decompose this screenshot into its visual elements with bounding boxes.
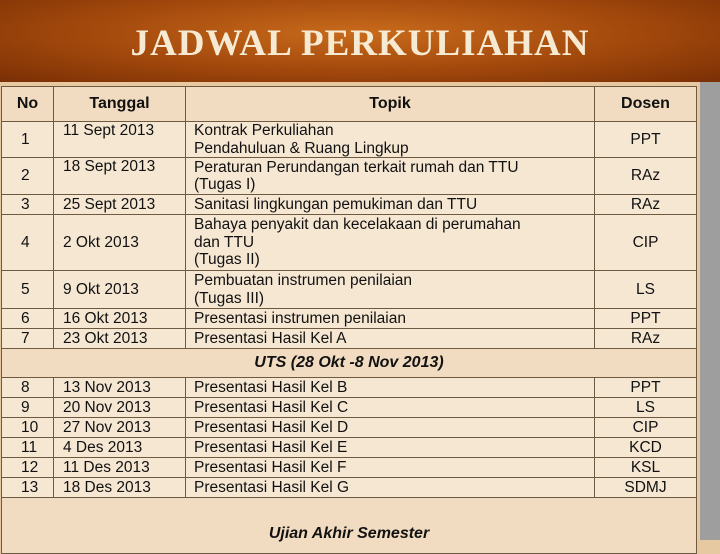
- row-topik: Presentasi Hasil Kel E: [186, 438, 595, 458]
- row-no: 9: [2, 398, 54, 418]
- row-no: 7: [2, 329, 54, 349]
- uts-label: UTS (28 Okt -8 Nov 2013): [2, 349, 697, 378]
- row-tanggal: 25 Sept 2013: [54, 195, 186, 215]
- row-topik: [186, 215, 595, 271]
- topik-line: Presentasi instrumen penilaian: [194, 309, 406, 327]
- topik-line: (Tugas III): [194, 289, 265, 307]
- row-dosen: PPT: [595, 378, 697, 398]
- table-row: [2, 158, 697, 195]
- row-no: 11: [2, 438, 54, 458]
- header-dosen: Dosen: [595, 87, 697, 122]
- row-tanggal: 2 Okt 2013: [54, 215, 186, 271]
- row-topik: [186, 271, 595, 309]
- row-topik: Presentasi Hasil Kel B: [186, 378, 595, 398]
- row-dosen: CIP: [595, 215, 697, 271]
- table-row: [2, 329, 697, 349]
- row-topik: Presentasi Hasil Kel F: [186, 458, 595, 478]
- row-dosen: LS: [595, 271, 697, 309]
- row-dosen: RAz: [595, 195, 697, 215]
- row-topik: [186, 195, 595, 215]
- topik-line: Bahaya penyakit dan kecelakaan di perumahan: [194, 216, 521, 234]
- row-tanggal: 16 Okt 2013: [54, 309, 186, 329]
- row-tanggal: 4 Des 2013: [54, 438, 186, 458]
- row-dosen: PPT: [595, 309, 697, 329]
- row-dosen: KCD: [595, 438, 697, 458]
- table-row: [2, 398, 697, 418]
- table-row: [2, 271, 697, 309]
- topik-line: (Tugas II): [194, 251, 260, 269]
- table-row: [2, 438, 697, 458]
- row-topik: [186, 158, 595, 195]
- table-row: [2, 378, 697, 398]
- row-topik: [186, 122, 595, 158]
- topik-line: Peraturan Perundangan terkait rumah dan TTU: [194, 158, 519, 176]
- row-topik: [186, 329, 595, 349]
- row-topik: Presentasi Hasil Kel G: [186, 478, 595, 498]
- table-row: [2, 195, 697, 215]
- row-tanggal: 9 Okt 2013: [54, 271, 186, 309]
- row-tanggal: 18 Des 2013: [54, 478, 186, 498]
- row-dosen: KSL: [595, 458, 697, 478]
- row-dosen: RAz: [595, 329, 697, 349]
- topik-line: (Tugas I): [194, 176, 256, 193]
- topik-line: Pembuatan instrumen penilaian: [194, 272, 412, 289]
- row-topik: Presentasi Hasil Kel C: [186, 398, 595, 418]
- header-no: No: [2, 87, 54, 122]
- row-dosen: RAz: [595, 158, 697, 195]
- row-no: 6: [2, 309, 54, 329]
- row-topik: Presentasi Hasil Kel D: [186, 418, 595, 438]
- row-no: 8: [2, 378, 54, 398]
- row-tanggal: 27 Nov 2013: [54, 418, 186, 438]
- table-row: [2, 309, 697, 329]
- page-title: JADWAL PERKULIAHAN: [130, 23, 590, 64]
- row-tanggal: 13 Nov 2013: [54, 378, 186, 398]
- row-dosen: PPT: [595, 122, 697, 158]
- row-no: 12: [2, 458, 54, 478]
- topik-line: dan TTU: [194, 233, 255, 251]
- row-no: 13: [2, 478, 54, 498]
- row-no: 10: [2, 418, 54, 438]
- table-row: [2, 215, 697, 271]
- row-tanggal: 23 Okt 2013: [54, 329, 186, 349]
- row-no: 3: [2, 195, 54, 215]
- uts-row: [2, 349, 697, 378]
- header-tanggal: Tanggal: [54, 87, 186, 122]
- table-row: [2, 418, 697, 438]
- topik-line: Kontrak Perkuliahan: [194, 122, 334, 139]
- table-row: [2, 458, 697, 478]
- schedule-table: [1, 86, 697, 554]
- slide-header: [0, 0, 720, 82]
- header-topik: Topik: [186, 87, 595, 122]
- row-dosen: LS: [595, 398, 697, 418]
- row-no: 1: [2, 122, 54, 158]
- topik-line: Presentasi Hasil Kel A: [194, 329, 347, 347]
- uas-label: Ujian Akhir Semester: [2, 498, 697, 554]
- row-dosen: CIP: [595, 418, 697, 438]
- row-no: 2: [2, 158, 54, 195]
- row-topik: [186, 309, 595, 329]
- topik-line: Pendahuluan & Ruang Lingkup: [194, 139, 409, 157]
- row-no: 5: [2, 271, 54, 309]
- row-tanggal: 18 Sept 2013: [54, 158, 186, 195]
- table-header-row: [2, 87, 697, 122]
- side-strip: [700, 82, 720, 540]
- row-tanggal: 20 Nov 2013: [54, 398, 186, 418]
- table-row: [2, 122, 697, 158]
- topik-line: Sanitasi lingkungan pemukiman dan TTU: [194, 195, 478, 213]
- table-row: [2, 478, 697, 498]
- row-dosen: SDMJ: [595, 478, 697, 498]
- row-tanggal: 11 Des 2013: [54, 458, 186, 478]
- row-no: 4: [2, 215, 54, 271]
- uas-row: [2, 498, 697, 554]
- row-tanggal: 11 Sept 2013: [54, 122, 186, 158]
